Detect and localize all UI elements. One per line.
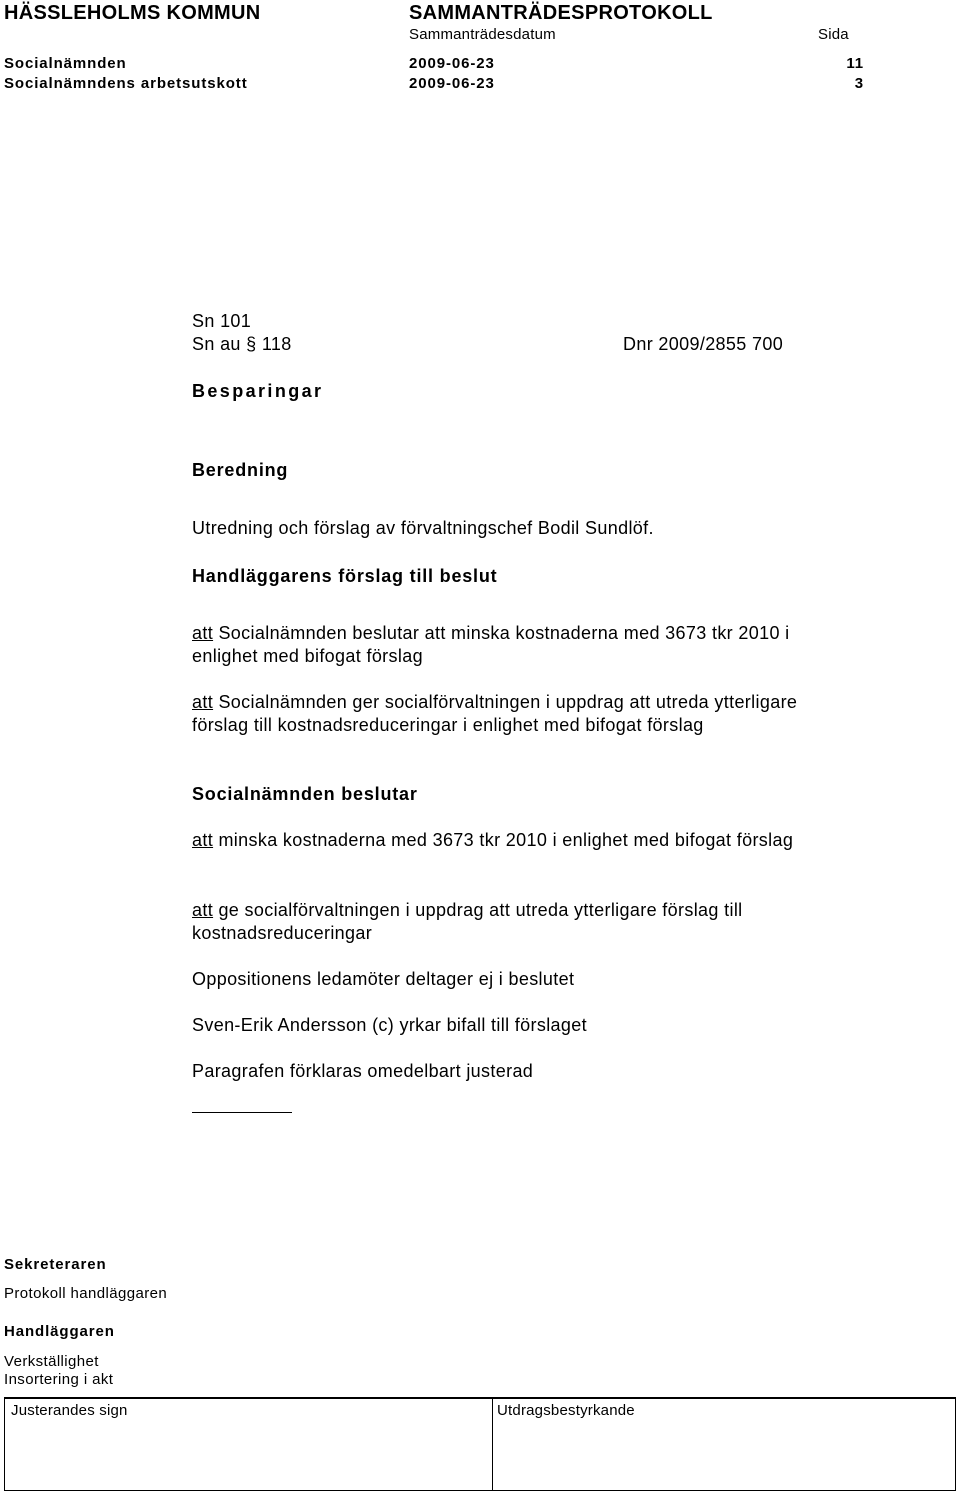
- header-row-date: 2009-06-23: [409, 75, 495, 92]
- header-row-date: 2009-06-23: [409, 55, 495, 72]
- filing-label: Insortering i akt: [4, 1371, 114, 1388]
- decision-item-text: ge socialförvaltningen i uppdrag att utreda ytterligare förslag till kostnadsreduceringar: [192, 900, 743, 943]
- proposal-heading: Handläggarens förslag till beslut: [192, 566, 498, 586]
- opposition-note: Oppositionens ledamöter deltager ej i beslutet: [192, 969, 575, 989]
- att-keyword: att: [192, 692, 214, 712]
- header-row-page: 11: [846, 55, 864, 72]
- header-row-body: Socialnämndens arbetsutskott: [4, 75, 248, 92]
- signature-divider: [492, 1399, 493, 1490]
- att-keyword: att: [192, 900, 214, 920]
- decision-heading: Socialnämnden beslutar: [192, 784, 418, 804]
- beredning-heading: Beredning: [192, 460, 289, 480]
- case-title: Besparingar: [192, 381, 324, 401]
- page-label: Sida: [818, 26, 849, 43]
- beredning-text: Utredning och förslag av förvaltningschef Bodil Sundlöf.: [192, 518, 654, 538]
- header-row-body: Socialnämnden: [4, 55, 127, 72]
- signature-right-label: Utdragsbestyrkande: [497, 1402, 635, 1419]
- att-keyword: att: [192, 830, 214, 850]
- header-row-page: 3: [854, 75, 864, 92]
- proposal-item: [192, 691, 842, 737]
- case-sn-reference: Sn 101: [192, 311, 252, 331]
- protocol-officer-label: Protokoll handläggaren: [4, 1285, 168, 1302]
- motion-note: Sven-Erik Andersson (c) yrkar bifall till förslaget: [192, 1015, 587, 1035]
- officer-label: Handläggaren: [4, 1323, 115, 1340]
- meeting-date-label: Sammanträdesdatum: [409, 26, 556, 43]
- case-au-reference: Sn au § 118: [192, 334, 292, 354]
- organization-name: HÄSSLEHOLMS KOMMUN: [4, 2, 261, 24]
- case-dnr: Dnr 2009/2855 700: [623, 334, 784, 354]
- separator-line: [192, 1112, 292, 1113]
- proposal-item-text: Socialnämnden beslutar att minska kostnaderna med 3673 tkr 2010 i enlighet med bifogat förslag: [192, 623, 790, 666]
- proposal-item: [192, 622, 842, 668]
- secretary-label: Sekreteraren: [4, 1256, 107, 1273]
- att-keyword: att: [192, 623, 214, 643]
- decision-item: [192, 829, 842, 852]
- signature-box: [4, 1397, 956, 1491]
- decision-item: [192, 899, 842, 945]
- execution-label: Verkställighet: [4, 1353, 99, 1370]
- proposal-item-text: Socialnämnden ger socialförvaltningen i uppdrag att utreda ytterligare förslag till kostnadsreduceringar i enlighet med bifogat förslag: [192, 692, 798, 735]
- document-title: SAMMANTRÄDESPROTOKOLL: [409, 2, 713, 24]
- immediate-adjustment-note: Paragrafen förklaras omedelbart justerad: [192, 1061, 534, 1081]
- decision-item-text: minska kostnaderna med 3673 tkr 2010 i enlighet med bifogat förslag: [218, 830, 794, 850]
- signature-left-label: Justerandes sign: [11, 1402, 128, 1419]
